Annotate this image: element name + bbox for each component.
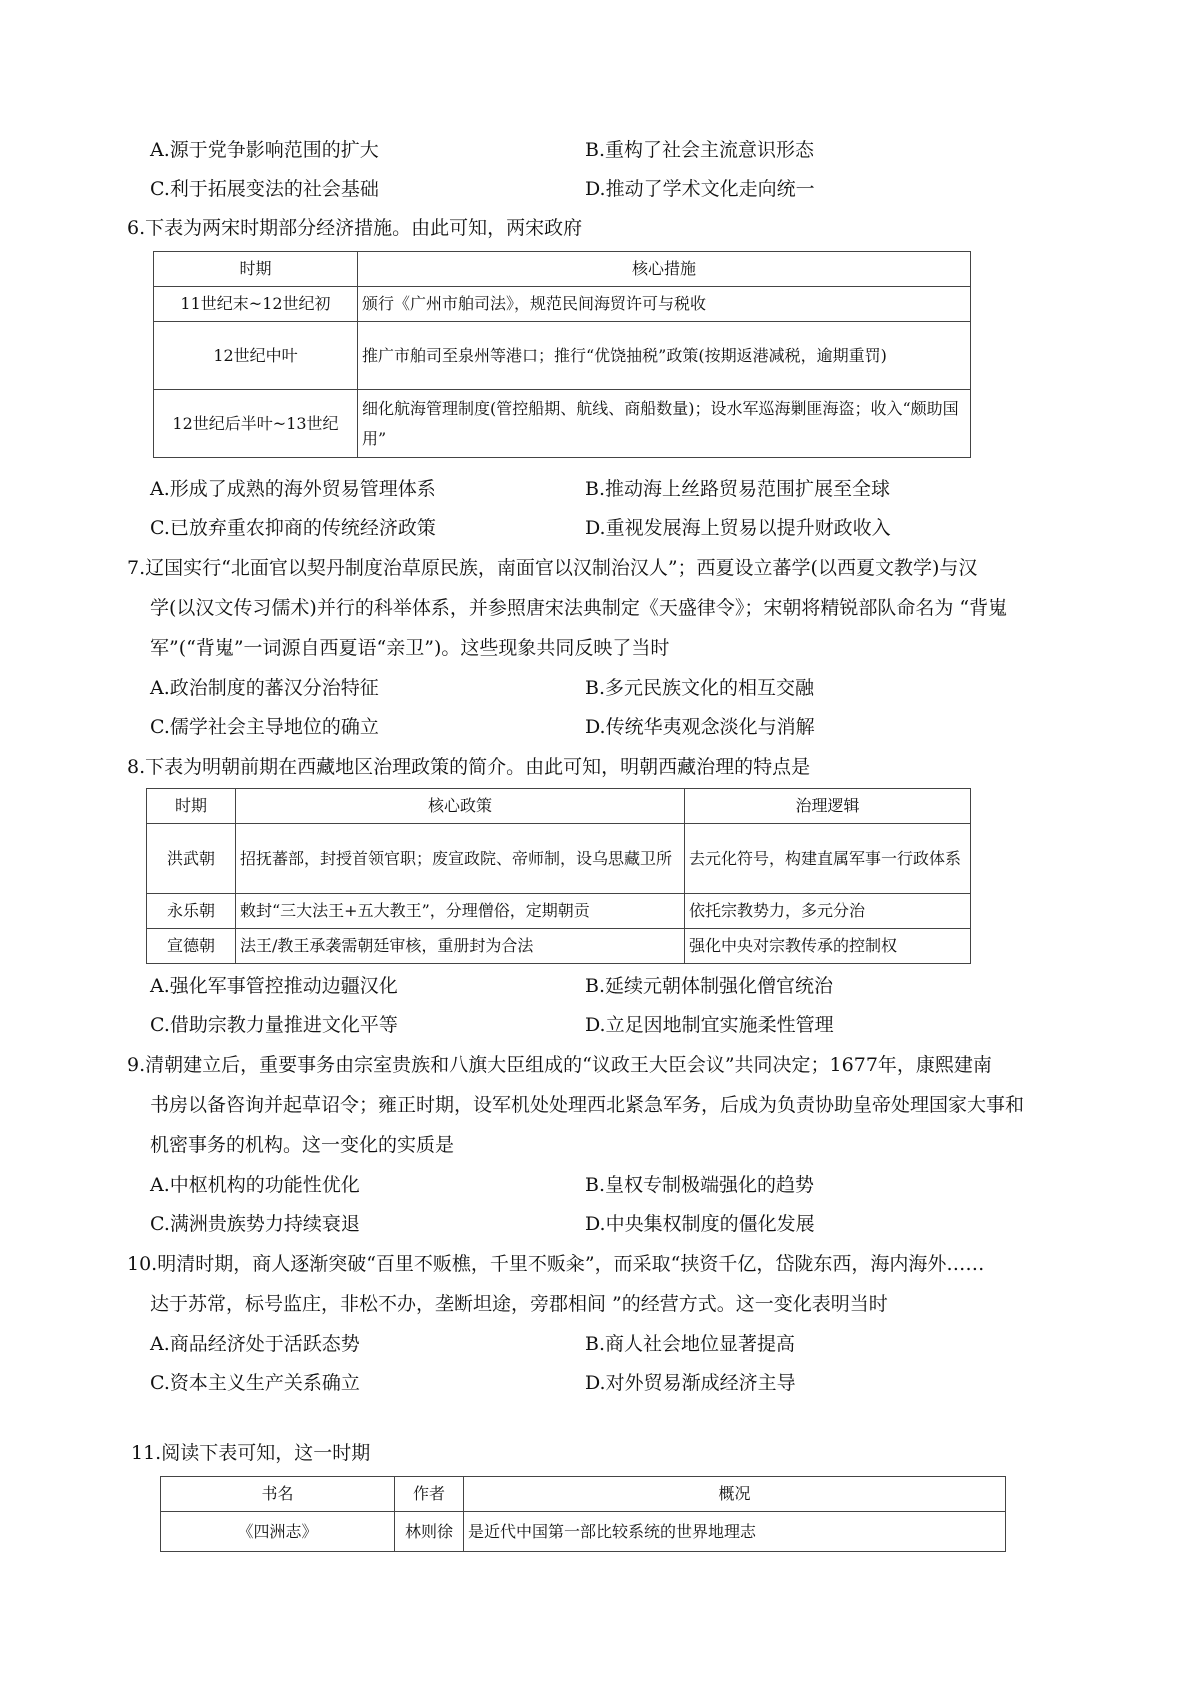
q7-option-d: D.传统华夷观念淡化与消解 [585,716,815,738]
q11-table [160,1476,1006,1552]
q5-option-a: A.源于党争影响范围的扩大 [150,139,379,161]
q5-option-b: B.重构了社会主流意识形态 [585,139,815,161]
q9-option-d: D.中央集权制度的僵化发展 [585,1213,815,1235]
q8-row3-policy: 法王/教王承袭需朝廷审核，重册封为合法 [236,929,685,964]
q8-table [146,788,971,964]
q11-header-summary: 概况 [464,1477,1006,1512]
q11-row1-title: 《四洲志》 [161,1512,395,1552]
q8-option-c: C.借助宗教力量推进文化平等 [150,1014,398,1036]
q10-option-b: B.商人社会地位显著提高 [585,1333,796,1355]
q6-option-b: B.推动海上丝路贸易范围扩展至全球 [585,478,891,500]
q8-row2-period: 永乐朝 [147,894,236,929]
q7-option-b: B.多元民族文化的相互交融 [585,677,815,699]
q6-header-period: 时期 [154,252,358,287]
q7-option-c: C.儒学社会主导地位的确立 [150,716,379,738]
q8-row1-period: 洪武朝 [147,824,236,894]
q8-stem: 8.下表为明朝前期在西藏地区治理政策的简介。由此可知，明朝西藏治理的特点是 [127,756,811,778]
q7-stem-line1: 7.辽国实行“北面官以契丹制度治草原民族，南面官以汉制治汉人”；西夏设立蕃学(以西夏文教学)与汉 [127,557,978,579]
q6-row2-measure: 推广市舶司至泉州等港口；推行“优饶抽税”政策(按期返港减税，逾期重罚) [358,322,971,390]
q6-row2-period: 12世纪中叶 [154,322,358,390]
q8-header-policy: 核心政策 [236,789,685,824]
q8-row3-logic: 强化中央对宗教传承的控制权 [685,929,971,964]
q6-option-d: D.重视发展海上贸易以提升财政收入 [585,517,891,539]
q7-option-a: A.政治制度的蕃汉分治特征 [150,677,379,699]
q8-header-logic: 治理逻辑 [685,789,971,824]
q8-row2-policy: 敕封“三大法王+五大教王”，分理僧俗，定期朝贡 [236,894,685,929]
q9-stem-line3: 机密事务的机构。这一变化的实质是 [150,1134,455,1156]
q6-stem: 6.下表为两宋时期部分经济措施。由此可知，两宋政府 [127,217,583,239]
q9-option-c: C.满洲贵族势力持续衰退 [150,1213,360,1235]
q9-stem-line2: 书房以备咨询并起草诏令；雍正时期，设军机处处理西北紧急军务，后成为负责协助皇帝处理国家大事和 [150,1094,1025,1116]
q8-option-d: D.立足因地制宜实施柔性管理 [585,1014,834,1036]
q6-row3-measure: 细化航海管理制度(管控船期、航线、商船数量)；设水军巡海剿匪海盗；收入“颇助国用” [358,390,971,458]
q6-table [153,251,971,458]
q7-stem-line2: 学(以汉文传习儒术)并行的科举体系，并参照唐宋法典制定《天盛律令》；宋朝将精锐部队命名为 “背嵬 [150,597,1008,619]
q11-row1-summary: 是近代中国第一部比较系统的世界地理志 [464,1512,1006,1552]
q6-row1-measure: 颁行《广州市舶司法》，规范民间海贸许可与税收 [358,287,971,322]
q11-header-title: 书名 [161,1477,395,1512]
q10-stem-line2: 达于苏常，标号监庄，非松不办，垄断坦途，旁郡相间 ”的经营方式。这一变化表明当时 [150,1293,888,1315]
q8-option-b: B.延续元朝体制强化僧官统治 [585,975,834,997]
q10-stem-line1: 10.明清时期，商人逐渐突破“百里不贩樵，千里不贩籴”，而采取“挟资千亿，岱陇东西，海内海外…… [127,1253,985,1275]
q6-row1-period: 11世纪末~12世纪初 [154,287,358,322]
q8-option-a: A.强化军事管控推动边疆汉化 [150,975,398,997]
q9-option-a: A.中枢机构的功能性优化 [150,1174,360,1196]
q8-row1-policy: 招抚蕃部，封授首领官职；废宣政院、帝师制，设乌思藏卫所 [236,824,685,894]
q7-stem-line3: 军”(“背嵬”一词源自西夏语“亲卫”)。这些现象共同反映了当时 [150,637,670,659]
q9-option-b: B.皇权专制极端强化的趋势 [585,1174,815,1196]
q11-header-author: 作者 [395,1477,464,1512]
q8-header-period: 时期 [147,789,236,824]
q6-row3-period: 12世纪后半叶~13世纪 [154,390,358,458]
q6-option-c: C.已放弃重农抑商的传统经济政策 [150,517,436,539]
q8-row2-logic: 依托宗教势力，多元分治 [685,894,971,929]
q6-option-a: A.形成了成熟的海外贸易管理体系 [150,478,436,500]
q9-stem-line1: 9.清朝建立后，重要事务由宗室贵族和八旗大臣组成的“议政王大臣会议”共同决定；1677年，康熙建南 [127,1054,992,1076]
q6-header-measures: 核心措施 [358,252,971,287]
q8-row1-logic: 去元化符号，构建直属军事一行政体系 [685,824,971,894]
q10-option-d: D.对外贸易渐成经济主导 [585,1372,796,1394]
q5-option-d: D.推动了学术文化走向统一 [585,178,815,200]
q5-option-c: C.利于拓展变法的社会基础 [150,178,379,200]
q10-option-c: C.资本主义生产关系确立 [150,1372,360,1394]
q8-row3-period: 宣德朝 [147,929,236,964]
q10-option-a: A.商品经济处于活跃态势 [150,1333,360,1355]
q11-stem: 11.阅读下表可知，这一时期 [131,1442,371,1464]
q11-row1-author: 林则徐 [395,1512,464,1552]
